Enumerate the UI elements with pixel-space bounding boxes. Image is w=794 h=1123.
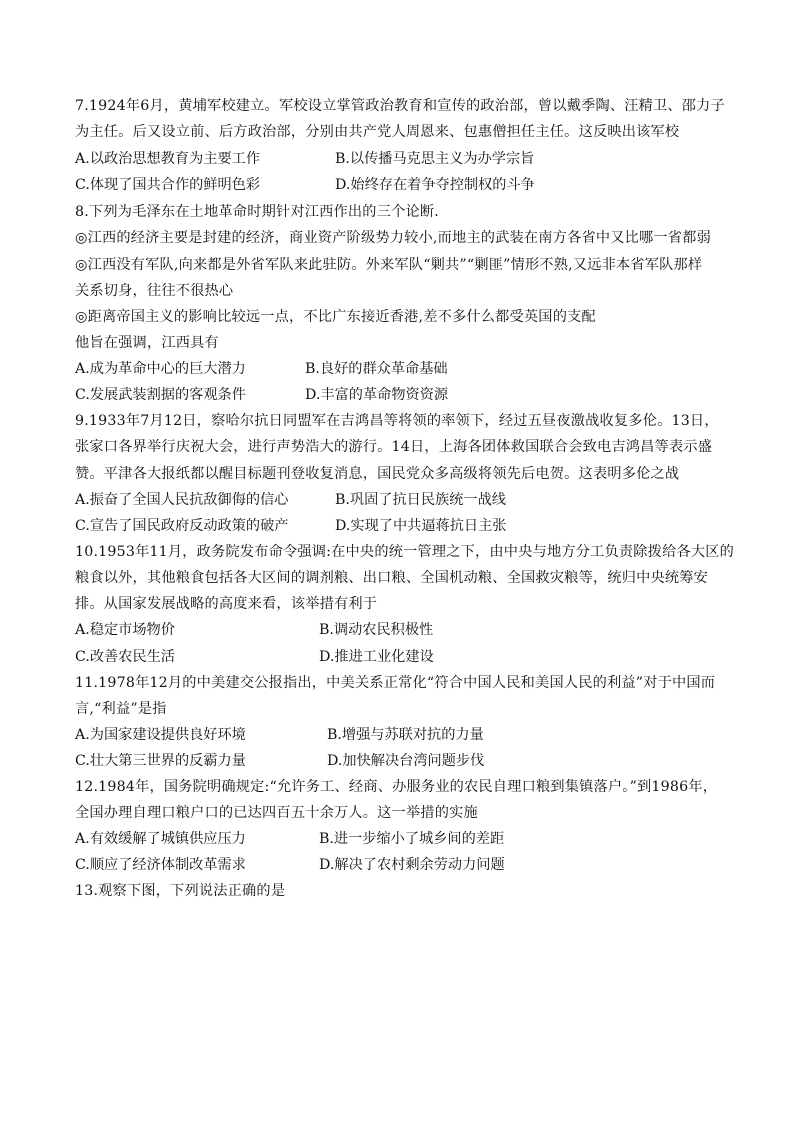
q8-option-c: C.发展武装割据的客观条件 <box>75 387 246 403</box>
q12-option-c: C.顺应了经济体制改革需求 <box>75 857 246 873</box>
q9-options-row-2 <box>75 516 725 536</box>
q10-options-row-2 <box>75 647 725 667</box>
q12-options-row-2 <box>75 855 725 875</box>
q7-option-d: D.始终存在着争夺控制权的斗争 <box>335 177 535 193</box>
q12-option-b: B.进一步缩小了城乡间的差距 <box>319 831 505 847</box>
q7-options-row-1 <box>75 149 725 169</box>
q11-option-b: B.增强与苏联对抗的力量 <box>327 727 484 743</box>
q10-option-a: A.稳定市场物价 <box>75 622 175 638</box>
q10-stem-line-3: 排。从国家发展战略的高度来看，该举措有利于 <box>75 596 378 612</box>
q10-option-b: B.调动农民积极性 <box>319 622 434 638</box>
q8-stem-line-1: 8.下列为毛泽东在土地革命时期针对江西作出的三个论断. <box>75 204 439 220</box>
q12-stem-line-2: 全国办理自理口粮户口的已达四百五十余万人。这一举措的实施 <box>75 805 478 821</box>
q8-quote-line-1: ◎江西的经济主要是封建的经济，商业资产阶级势力较小,而地主的武装在南方各省中又比哪一省都弱 <box>75 230 711 246</box>
q13-stem-line-1: 13.观察下图，下列说法正确的是 <box>75 883 286 899</box>
q8-option-b: B.良好的群众革命基础 <box>305 361 448 377</box>
q8-option-a: A.成为革命中心的巨大潜力 <box>75 361 246 377</box>
q8-options-row-2 <box>75 385 725 405</box>
q8-quote-line-4: ◎距离帝国主义的影响比较远一点，不比广东接近香港,差不多什么都受英国的支配 <box>75 309 596 325</box>
q9-option-d: D.实现了中共逼蒋抗日主张 <box>335 518 507 534</box>
q8-option-d: D.丰富的革命物资资源 <box>305 387 449 403</box>
q7-option-b: B.以传播马克思主义为办学宗旨 <box>335 151 535 167</box>
q9-options-row-1 <box>75 490 725 510</box>
q7-option-c: C.体现了国共合作的鲜明色彩 <box>75 177 261 193</box>
q10-option-d: D.推进工业化建设 <box>319 649 434 665</box>
q9-option-b: B.巩固了抗日民族统一战线 <box>335 492 506 508</box>
q12-stem-line-1: 12.1984年，国务院明确规定:“允许务工、经商、办服务业的农民自理口粮到集镇落户。”到1986年， <box>75 779 718 795</box>
q12-options-row-1 <box>75 829 725 849</box>
q10-options-row-1 <box>75 620 725 640</box>
q8-quote-line-3: 关系切身，往往不很热心 <box>75 283 234 299</box>
q10-stem-line-1: 10.1953年11月，政务院发布命令强调:在中央的统一管理之下，由中央与地方分工负责除拨给各大区的 <box>75 544 735 560</box>
q9-stem-line-3: 赞。平津各大报纸都以醒目标题刊登收复消息，国民党众多高级将领先后电贺。这表明多伦之战 <box>75 466 680 482</box>
q7-stem-line-2: 为主任。后又设立前、后方政治部，分别由共产党人周恩来、包惠僧担任主任。这反映出该军校 <box>75 124 680 140</box>
q11-options-row-1 <box>75 725 725 745</box>
q11-stem-line-1: 11.1978年12月的中美建交公报指出，中美关系正常化“符合中国人民和美国人民的利益”对于中国而 <box>75 675 716 691</box>
q11-option-c: C.壮大第三世界的反霸力量 <box>75 753 246 769</box>
q8-stem-line-2: 他旨在强调，江西具有 <box>75 335 219 351</box>
q9-option-c: C.宣告了国民政府反动政策的破产 <box>75 518 289 534</box>
q7-stem-line-1: 7.1924年6月，黄埔军校建立。军校设立掌管政治教育和宣传的政治部，曾以戴季陶、汪精卫、邵力子 <box>75 98 725 114</box>
q8-quote-line-2: ◎江西没有军队,向来都是外省军队来此驻防。外来军队“剿共”“剿匪”情形不熟,又远非本省军队那样 <box>75 257 703 273</box>
q9-option-a: A.振奋了全国人民抗敌御侮的信心 <box>75 492 289 508</box>
q12-option-d: D.解决了农村剩余劳动力问题 <box>319 857 505 873</box>
q9-stem-line-2: 张家口各界举行庆祝大会，进行声势浩大的游行。14日，上海各团体救国联合会致电吉鸿昌等表示盛 <box>75 439 713 455</box>
q7-options-row-2 <box>75 175 725 195</box>
q11-option-d: D.加快解决台湾问题步伐 <box>327 753 485 769</box>
q7-option-a: A.以政治思想教育为主要工作 <box>75 151 261 167</box>
q10-option-c: C.改善农民生活 <box>75 649 175 665</box>
q10-stem-line-2: 粮食以外，其他粮食包括各大区间的调剂粮、出口粮、全国机动粮、全国救灾粮等，统归中央统筹安 <box>75 570 709 586</box>
q11-options-row-2 <box>75 751 725 771</box>
q8-options-row-1 <box>75 359 725 379</box>
q11-option-a: A.为国家建设提供良好环境 <box>75 727 246 743</box>
q11-stem-line-2: 言,“利益”是指 <box>75 701 167 717</box>
q12-option-a: A.有效缓解了城镇供应压力 <box>75 831 246 847</box>
q9-stem-line-1: 9.1933年7月12日，察哈尔抗日同盟军在吉鸿昌等将领的率领下，经过五昼夜激战收复多伦。13日， <box>75 413 719 429</box>
